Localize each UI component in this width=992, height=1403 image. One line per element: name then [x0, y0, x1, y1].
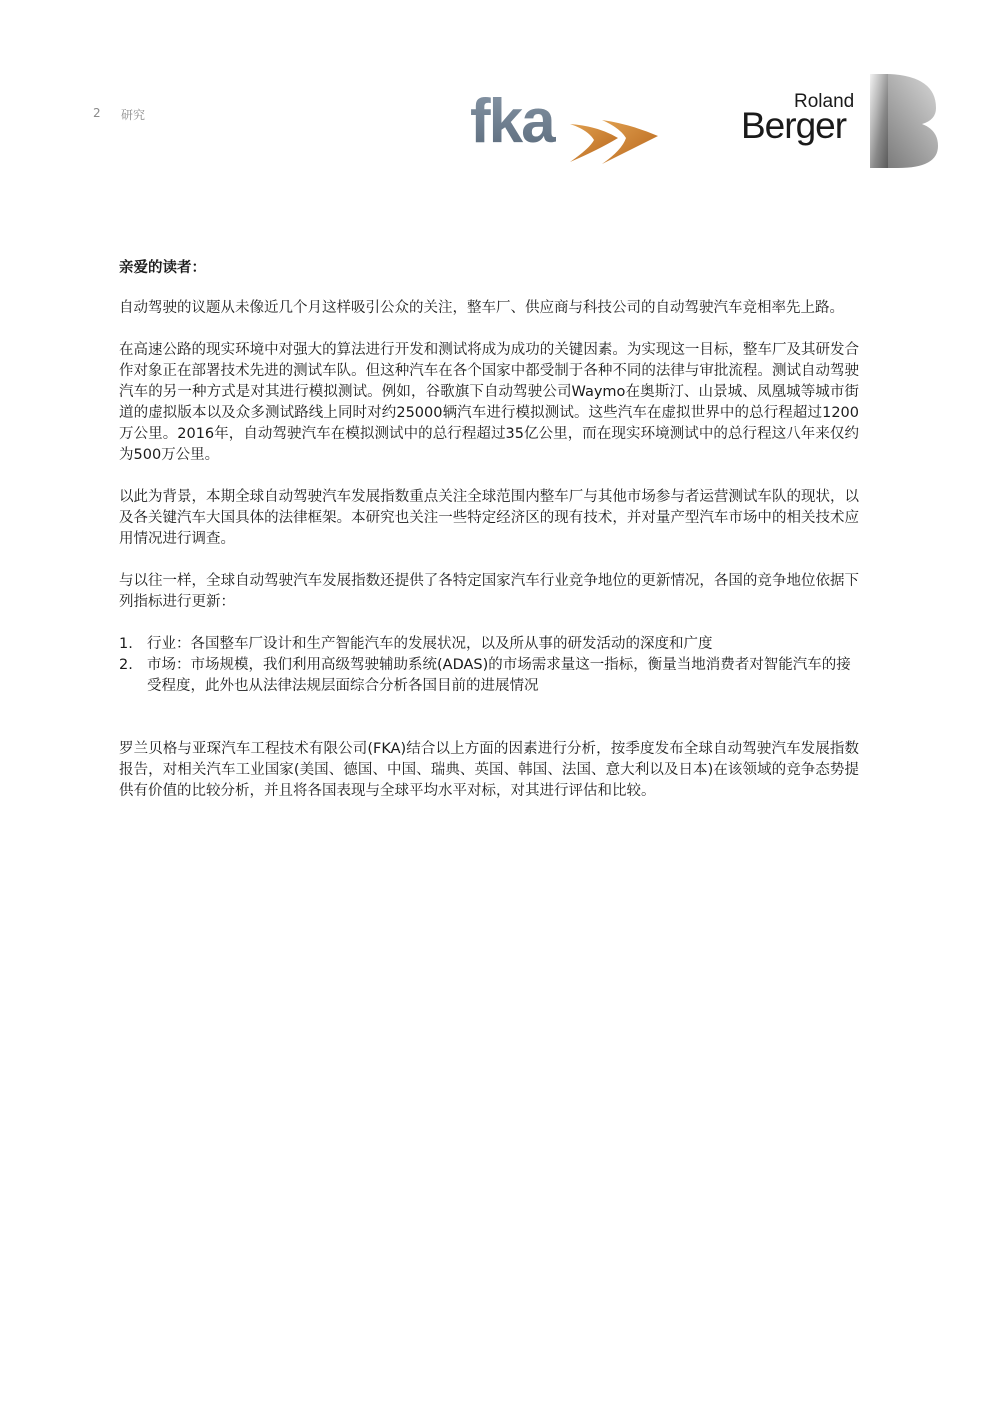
page-number: 2 — [93, 106, 102, 120]
rb-logo-line2: Berger — [741, 105, 847, 146]
paragraph-4: 与以往一样，全球自动驾驶汽车发展指数还提供了各特定国家汽车行业竞争地位的更新情况，各国的竞争地位依据下列指标进行更新： — [119, 573, 859, 610]
rb-logo-line1: Roland — [794, 91, 855, 112]
fka-logo — [470, 80, 665, 170]
roland-berger-logo — [738, 72, 943, 172]
list-item-number: 2. — [119, 657, 133, 673]
page-header — [0, 0, 992, 200]
fka-chevron-1 — [570, 124, 618, 162]
list-item — [119, 655, 859, 697]
closing-paragraph: 罗兰贝格与亚琛汽车工程技术有限公司(FKA)结合以上方面的因素进行分析，按季度发布全球自动驾驶汽车发展指数报告，对相关汽车工业国家(美国、德国、中国、瑞典、英国、韩国、法国、意大利以及日本)在该领域的竞争态势提供有价值的比较分析，并且将各国表现与全球平均水平对标，对其进行评估和比较。 — [119, 741, 859, 799]
indicator-list — [119, 634, 859, 697]
rb-b-mark-stem — [870, 74, 888, 168]
fka-logo-text: fka — [470, 87, 554, 156]
list-item-text: 行业：各国整车厂设计和生产智能汽车的发展状况，以及所从事的研发活动的深度和广度 — [147, 636, 713, 652]
paragraph-2: 在高速公路的现实环境中对强大的算法进行开发和测试将成为成功的关键因素。为实现这一目标，整车厂及其研发合作对象正在部署技术先进的测试车队。但这种汽车在各个国家中都受制于各种不同的法律与审批流程。测试自动驾驶汽车的另一种方式是对其进行模拟测试。例如，谷歌旗下自动驾驶公司Waymo在奥斯汀、山景城、凤凰城等城市街道的虚拟版本以及众多测试路线上同时对约25000辆汽车进行模拟测试。这些汽车在虚拟世界中的总行程超过1200万公里。2016年，自动驾驶汽车在模拟测试中的总行程超过35亿公里，而在现实环境测试中的总行程这八年来仅约为500万公里。 — [119, 342, 859, 463]
list-item-number: 1. — [119, 636, 133, 652]
spacer — [119, 718, 859, 739]
greeting: 亲爱的读者： — [119, 260, 206, 276]
letter-body — [119, 258, 859, 823]
paragraph-3: 以此为背景，本期全球自动驾驶汽车发展指数重点关注全球范围内整车厂与其他市场参与者运营测试车队的现状，以及各关键汽车大国具体的法律框架。本研究也关注一些特定经济区的现有技术，并对量产型汽车市场中的相关技术应用情况进行调查。 — [119, 489, 859, 547]
paragraph-1: 自动驾驶的议题从未像近几个月这样吸引公众的关注，整车厂、供应商与科技公司的自动驾驶汽车竞相率先上路。 — [119, 300, 844, 316]
section-label: 研究 — [121, 108, 146, 122]
list-item — [119, 634, 859, 655]
list-item-text: 市场：市场规模，我们利用高级驾驶辅助系统(ADAS)的市场需求量这一指标，衡量当地消费者对智能汽车的接受程度，此外也从法律法规层面综合分析各国目前的进展情况 — [147, 657, 851, 694]
